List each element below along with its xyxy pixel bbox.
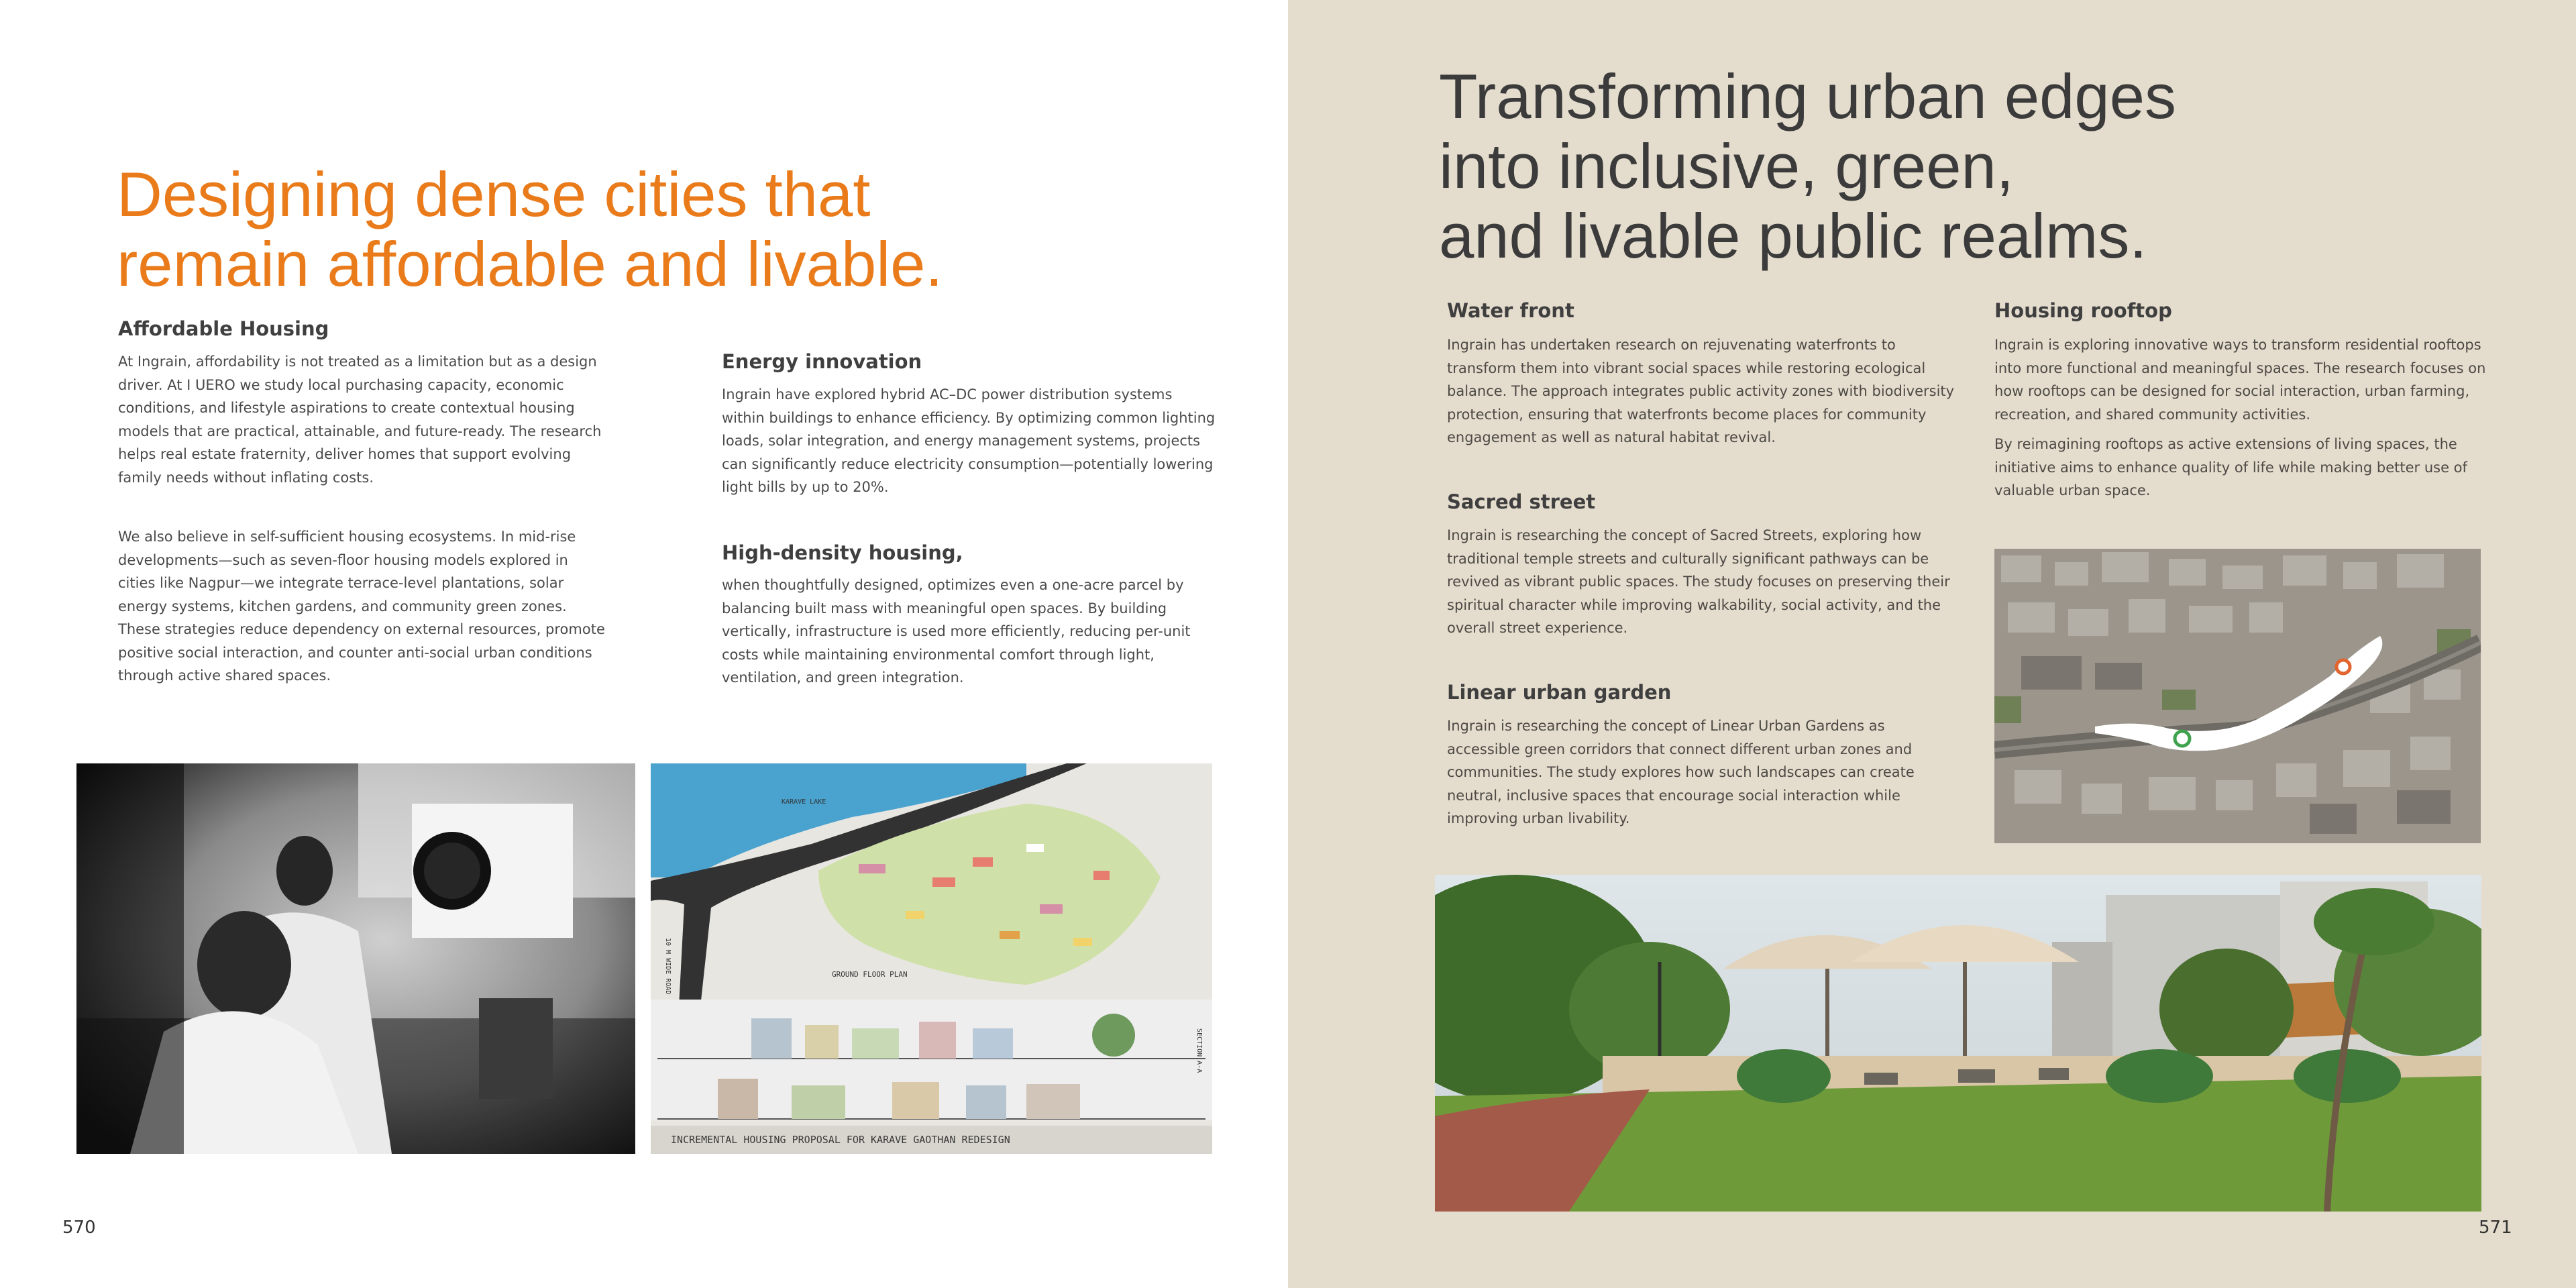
plan-caption: INCREMENTAL HOUSING PROPOSAL FOR KARAVE GAOTHAN REDESIGN xyxy=(671,1134,1010,1146)
plan-road-label: 10 M WIDE ROAD xyxy=(664,938,672,995)
water-front-text: Ingrain has undertaken research on rejuvenating waterfronts to transform them into vibrant social spaces while restoring ecological balance. The approach integrates public activity zones with biodiversity protection, ensuring that waterfronts become places for community engagement as well as natural habitat revival. xyxy=(1447,337,1955,445)
housing-rooftop-title: Housing rooftop xyxy=(1994,299,2172,322)
plan-section-label: SECTION A-A xyxy=(1195,1028,1203,1073)
headline-line: into inclusive, green, xyxy=(1439,131,2014,201)
affordable-housing-title: Affordable Housing xyxy=(118,317,329,340)
workshop-photo xyxy=(76,763,635,1154)
linear-garden-title: Linear urban garden xyxy=(1447,681,1672,704)
headline-line: Transforming urban edges xyxy=(1439,61,2176,131)
sacred-street-text: Ingrain is researching the concept of Sacred Streets, exploring how traditional temple streets and culturally significant pathways can be revived as vibrant public spaces. The study focuses on preserving their spiritual character while improving walkability, social activity, and the overall street experience. xyxy=(1447,527,1950,636)
housing-rooftop-paragraph-2: By reimagining rooftops as active extensions of living spaces, the initiative aims to enhance quality of life while making better use of valuable urban space. xyxy=(1994,436,2467,498)
headline-line: Designing dense cities that xyxy=(117,159,871,229)
headline-line: remain affordable and livable. xyxy=(117,229,943,299)
sacred-street-title: Sacred street xyxy=(1447,490,1596,513)
plan-lake-label: KARAVE LAKE xyxy=(782,798,826,806)
water-front-title: Water front xyxy=(1447,299,1574,322)
energy-innovation-title: Energy innovation xyxy=(722,350,922,373)
page-number-left: 570 xyxy=(62,1218,96,1238)
right-headline xyxy=(1439,62,2311,271)
affordable-housing-paragraph-2: We also believe in self-sufficient housing ecosystems. In mid-rise developments—such as seven-floor housing models explored in cities like Nagpur—we integrate terrace-level plantations, solar energy systems, kitchen gardens, and community green zones. These strategies reduce dependency on external resources, promote positive social interaction, and counter anti-social urban conditions through active shared spaces. xyxy=(118,529,605,684)
aerial-map-image xyxy=(1994,549,2481,843)
energy-innovation-text: Ingrain have explored hybrid AC–DC power distribution systems within buildings to enhance efficiency. By optimizing common lighting loads, solar integration, and energy management systems, projects can significantly reduce electricity consumption—potentially lowering light bills by up to 20%. xyxy=(722,386,1216,495)
linear-garden-text: Ingrain is researching the concept of Linear Urban Gardens as accessible green corridors that connect different urban zones and communities. The study explores how such landscapes can create neutral, inclusive spaces that encourage social interaction while improving urban livability. xyxy=(1447,718,1915,826)
park-photo xyxy=(1435,875,2481,1212)
affordable-housing-paragraph-1: At Ingrain, affordability is not treated as a limitation but as a design driver. At I UERO we study local purchasing capacity, economic conditions, and lifestyle aspirations to create contextual housing models that are practical, attainable, and future-ready. The research helps real estate fraternity, deliver homes that support evolving family needs without inflating costs. xyxy=(118,354,602,486)
page-number-right: 571 xyxy=(2479,1218,2512,1238)
right-page xyxy=(1288,0,2576,1288)
site-plan-board xyxy=(651,763,1212,1154)
plan-floor-plan-label: GROUND FLOOR PLAN xyxy=(832,970,908,979)
high-density-title: High-density housing, xyxy=(722,541,963,564)
housing-rooftop-paragraph-1: Ingrain is exploring innovative ways to transform residential rooftops into more functional and meaningful spaces. The research focuses on how rooftops can be designed for social interaction, urban farming, recreation, and shared community activities. xyxy=(1994,337,2486,423)
headline-line: and livable public realms. xyxy=(1439,201,2147,271)
high-density-text: when thoughtfully designed, optimizes even a one-acre parcel by balancing built mass with meaningful open spaces. By building vertically, infrastructure is used more efficiently, reducing per-unit costs while maintaining environmental comfort through light, ventilation, and green integration. xyxy=(722,577,1191,686)
left-headline xyxy=(117,160,1056,299)
